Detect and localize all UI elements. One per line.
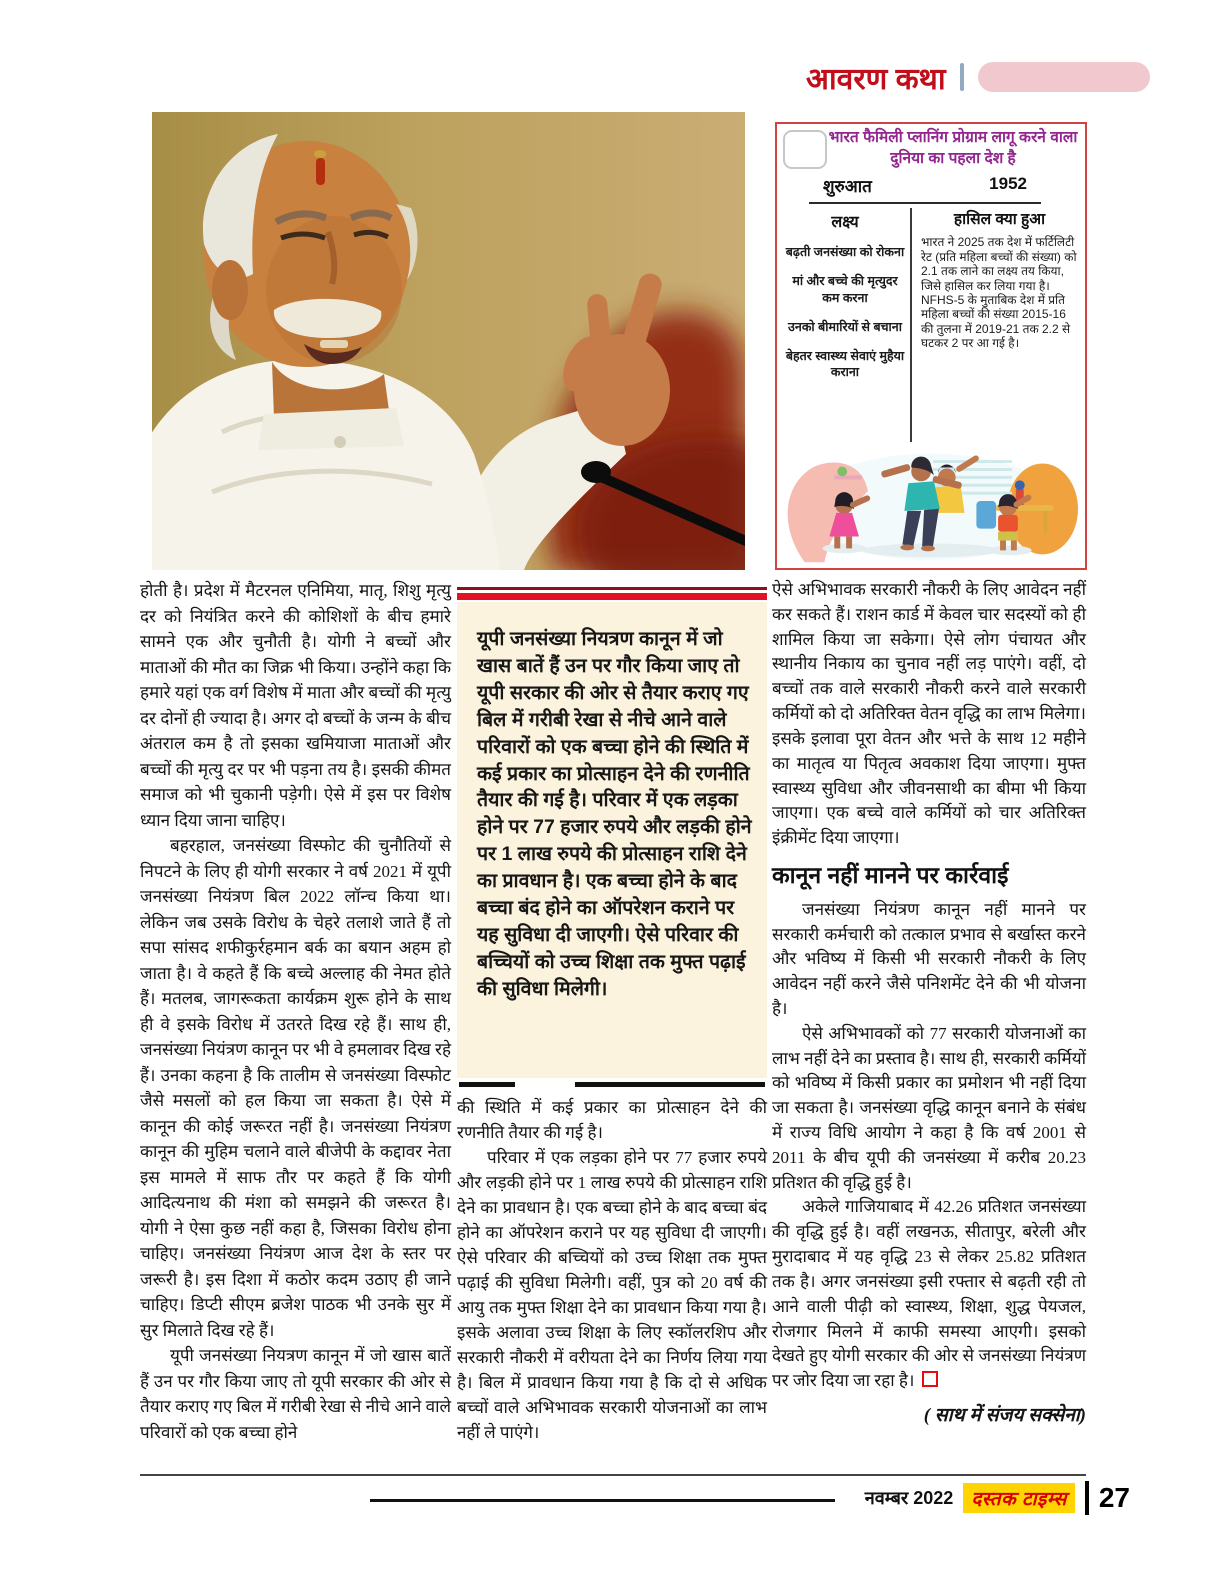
paragraph: यूपी जनसंख्या नियत्रण कानून में जो खास बातें हैं उन पर गौर किया जाए तो यूपी सरकार की ओर से तैयार कराए गए बिल में गरीबी रेखा से नीचे आने वाले परिवारों को एक बच्चा होने — [140, 1346, 451, 1442]
issue-date: नवम्बर 2022 — [864, 1488, 954, 1508]
page-number: 27 — [1098, 1482, 1130, 1513]
pullquote-bottom-rule — [459, 1082, 515, 1087]
paragraph: की स्थिति में कई प्रकार का प्रोत्साहन देने की रणनीति तैयार की गई है। — [457, 1098, 767, 1142]
goal-item: बेहतर स्वास्थ्य सेवाएं मुहैया कराना — [785, 349, 905, 380]
footer-leader-rule — [370, 1499, 835, 1502]
page-footer — [865, 1481, 1130, 1515]
magazine-logo: दस्तक टाइम्स — [963, 1483, 1075, 1513]
achieved-header: हासिल क्या हुआ — [953, 211, 1046, 228]
pullquote-rule-red — [457, 593, 767, 600]
sub-heading: कानून नहीं मानने पर कार्रवाई — [772, 861, 1009, 888]
infobox-start-row — [809, 174, 1041, 204]
goal-item: बढ़ती जनसंख्या को रोकना — [785, 245, 905, 259]
speaker-photo-art — [152, 112, 745, 570]
goals-column — [782, 208, 912, 442]
paragraph: ऐसे अभिभावक सरकारी नौकरी के लिए आवेदन नहीं कर सकते हैं। राशन कार्ड में केवल चार सदस्यों को ही शामिल किया जा सकेगा। ऐसे लोग पंचायत और स्थानीय निकाय का चुनाव नहीं लड़ पाएंगे। वहीं, दो बच्चों तक वाले सरकारी नौकरी करने वाले सरकारी कर्मियों को दो अतिरिक्त वेतन वृद्धि का लाभ मिलेगा। इसके इलावा पूरा वेतन और भत्ते के साथ 12 महीने का मातृत्व या पितृत्व अवकाश दिया जाएगा। मुफ्त स्वास्थ्य सुविधा और जीवनसाथी का बीमा भी किया जाएगा। एक बच्चे वाले कर्मियों को चार अतिरिक्त इंक्रीमेंट दिया जाएगा। — [772, 580, 1086, 848]
article-column-2 — [457, 1096, 767, 1446]
paragraph: ऐसे अभिभावकों को 77 सरकारी योजनाओं का लाभ नहीं देने का प्रस्ताव है। साथ ही, सरकारी कर्मियों को भविष्य में किसी प्रकार का प्रमोशन भी नहीं दिया जा सकता है। जनसंख्या वृद्धि कानून बनाने के संबंध में राज्य विधि आयोग ने कहा है कि वर्ष 2001 से 2011 के बीच यूपी की जनसंख्या में करीब 20.23 प्रतिशत की वृद्धि हुई है। — [772, 1023, 1086, 1192]
pullquote-rule-thin — [457, 587, 767, 590]
paragraph: होती है। प्रदेश में मैटरनल एनिमिया, मातृ, शिशु मृत्यु दर को नियंत्रित करने की कोशिशों के बीच हमारे सामने एक और चुनौती है। योगी ने बच्चों और माताओं की मौत का जिक्र भी किया। उन्होंने कहा कि हमारे यहां एक वर्ग विशेष में माता और बच्चों की मृत्यु दर दोनों ही ज्यादा है। अगर दो बच्चों के जन्म के बीच अंतराल कम है तो इसका खमियाजा माताओं और बच्चों की मृत्यु दर पर भी पड़ना तय है। इसकी कीमत समाज को भी चुकानी पड़ेगी। ऐसे में इस पर विशेष ध्यान दिया जाना चाहिए। — [140, 581, 451, 830]
speaker-photo — [152, 112, 745, 570]
article-column-1 — [140, 578, 451, 1445]
infobox-columns — [782, 208, 1080, 442]
article-column-3 — [772, 578, 1086, 1430]
goals-header: लक्ष्य — [831, 214, 859, 231]
start-year: 1952 — [989, 174, 1027, 193]
pullquote-bottom-rule — [575, 1082, 765, 1087]
footer-rule — [140, 1474, 1086, 1476]
family-illustration — [783, 445, 1079, 563]
paragraph-text: अकेले गाजियाबाद में 42.26 प्रतिशत जनसंख्या की वृद्धि हुई है। वहीं लखनऊ, सीतापुर, बरेली और मुरादाबाद में यह वृद्धि 23 से लेकर 25.82 प्रतिशत तक है। अगर जनसंख्या इसी रफ्तार से बढ़ती रही तो आने वाली पीढ़ी को स्वास्थ्य, शिक्षा, शुद्ध पेयजल, रोजगार मिलने में काफी समस्या आएगी। इसको देखते हुए योगी सरकार की ओर से जनसंख्या नियंत्रण पर जोर दिया जा रहा है। — [772, 1197, 1086, 1391]
section-label: आवरण कथा — [806, 62, 946, 96]
header-pink-pill — [978, 62, 1150, 92]
achieved-column — [912, 208, 1080, 442]
achieved-text: भारत ने 2025 तक देश में फर्टिलिटी रेट (प्रति महिला बच्चों की संख्या) को 2.1 तक लाने का लक्ष्य तय किया, जिसे हासिल कर लिया गया है। NFHS-5 के मुताबिक देश में प्रति महिला बच्चों की संख्या 2015-16 की तुलना में 2019-21 तक 2.2 से घटकर 2 पर आ गई है। — [921, 235, 1077, 351]
end-of-article-marker — [922, 1371, 938, 1387]
paragraph: बहरहाल, जनसंख्या विस्फोट की चुनौतियों से निपटने के लिए ही योगी सरकार ने वर्ष 2021 में यूपी जनसंख्या नियंत्रण बिल 2022 लॉन्च किया था। लेकिन जब उसके विरोध के चेहरे तलाशे जाते हैं तो सपा सांसद शफीकुर्रहमान बर्क का बयान अहम हो जाता है। वे कहते हैं कि बच्चे अल्लाह की नेमत होते हैं। मतलब, जागरूकता कार्यक्रम शुरू होने के साथ ही वे इसके विरोध में उतरते दिख रहे हैं। साथ ही, जनसंख्या नियंत्रण कानून पर भी वे हमलावर दिख रहे हैं। उनका कहना है कि तालीम से जनसंख्या विस्फोट जैसे मसलों को हल किया जा सकता है। ऐसे में कानून की कोई जरूरत नहीं है। जनसंख्या नियंत्रण कानून की मुहिम चलाने वाले बीजेपी के कद्दावर नेता इस मामले में साफ तौर पर कहते हैं कि योगी आदित्यनाथ की मंशा को समझने की जरूरत है। योगी ने ऐसा कुछ नहीं कहा है, जिसका विरोध होना चाहिए। जनसंख्या नियंत्रण आज देश के स्तर पर जरूरी है। इस दिशा में कठोर कदम उठाए ही जाने चाहिए। डिप्टी सीएम ब्रजेश पाठक भी उनके सुर में सुर मिलाते दिख रहे हैं। — [140, 836, 451, 1340]
goal-item: मां और बच्चे की मृत्युदर कम करना — [792, 274, 898, 305]
section-header — [806, 56, 1150, 98]
byline: ( साथ में संजय सक्सेना) — [923, 1404, 1086, 1426]
goal-item: उनको बीमारियों से बचाना — [788, 319, 902, 334]
start-label: शुरुआत — [823, 177, 872, 196]
family-planning-infobox — [775, 122, 1087, 570]
pullquote-box: यूपी जनसंख्या नियत्रण कानून में जो खास बातें हैं उन पर गौर किया जाए तो यूपी सरकार की ओर से तैयार कराए गए बिल में गरीबी रेखा से नीचे आने वाले परिवारों को एक बच्चा होने की स्थिति में कई प्रकार का प्रोत्साहन देने की रणनीति तैयार की गई है। परिवार में एक लड़का होने पर 77 हजार रुपये और लड़की होने पर 1 लाख रुपये की प्रोत्साहन राशि देने का प्रावधान है। एक बच्चा होने के बाद बच्चा बंद होने का ऑपरेशन कराने पर यह सुविधा दी जाएगी। ऐसे परिवार की बच्चियों को उच्च शिक्षा तक मुफ्त पढ़ाई की सुविधा मिलेगी। — [457, 602, 767, 1078]
header-divider — [960, 63, 964, 91]
paragraph — [772, 1195, 1086, 1394]
infobox-title: भारत फैमिली प्लानिंग प्रोग्राम लागू करने वाला दुनिया का पहला देश है — [828, 129, 1078, 167]
paragraph: जनसंख्या नियंत्रण कानून नहीं मानने पर सरकारी कर्मचारी को तत्काल प्रभाव से बर्खास्त करने और भविष्य में किसी भी सरकारी नौकरी के लिए आवेदन नहीं करने जैसे पनिशमेंट देने की भी योजना है। — [772, 899, 1086, 1018]
footer-divider-bar — [1085, 1481, 1089, 1515]
paragraph: परिवार में एक लड़का होने पर 77 हजार रुपये और लड़की होने पर 1 लाख रुपये की प्रोत्साहन राशि देने का प्रावधान है। एक बच्चा होने के बाद बच्चा बंद होने का ऑपरेशन कराने पर यह सुविधा दी जाएगी। ऐसे परिवार की बच्चियों को उच्च शिक्षा तक मुफ्त पढ़ाई की सुविधा मिलेगी। वहीं, पुत्र को 20 वर्ष की आयु तक मुफ्त शिक्षा देने का प्रावधान किया गया है। इसके अलावा उच्च शिक्षा के लिए स्कॉलरशिप और सरकारी नौकरी में वरीयता देने का निर्णय लिया गया है। बिल में प्रावधान किया गया है कि दो से अधिक बच्चों वाले अभिभावक सरकारी योजनाओं का लाभ नहीं ले पाएंगे। — [457, 1147, 767, 1442]
rounded-square-icon — [783, 130, 827, 169]
